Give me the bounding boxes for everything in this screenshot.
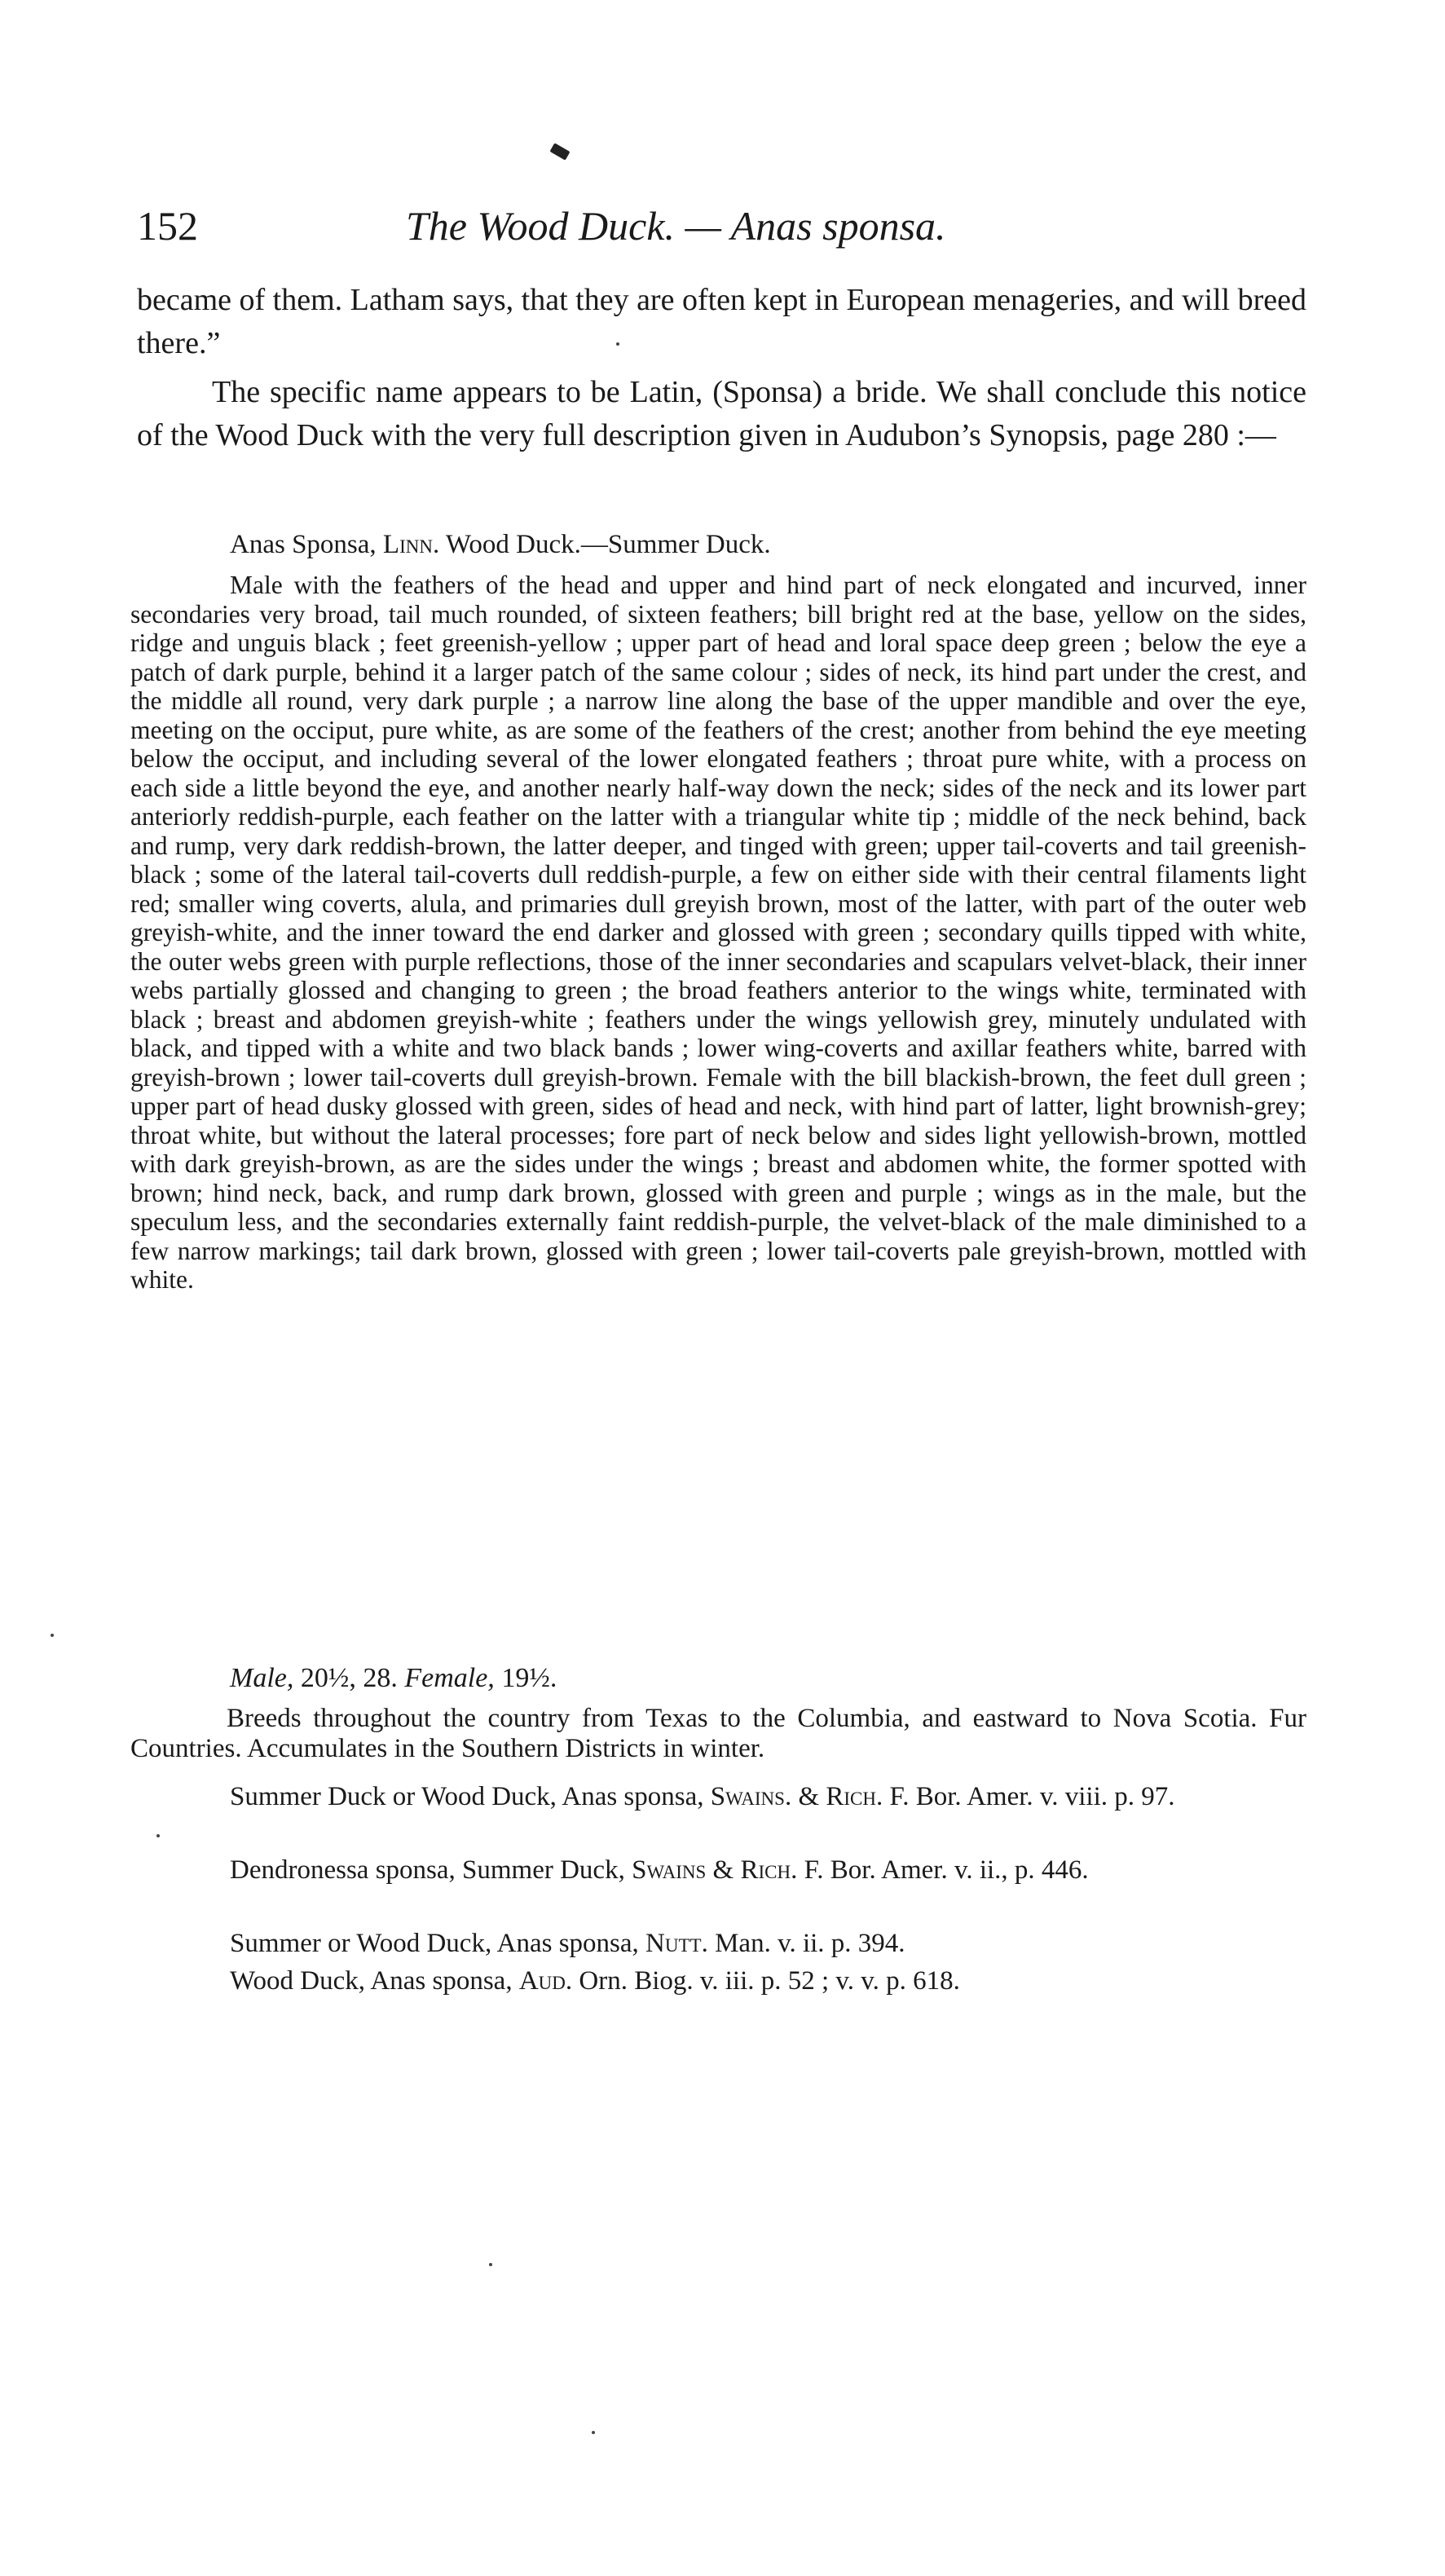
species-description: Male with the feathers of the head and upper and hind part of neck elongated and incurved, inner secondaries very broad, tail much rounded, of sixteen feathers; bill bright red at the base, yellow on the sides, ridge and unguis black ; feet greenish-yellow ; upper part of head and loral space deep green ; below the eye a patch of dark purple, behind it a larger patch of the same colour ; sides of neck, its hind part under the crest, and the middle all round, very dark purple ; a narrow line along the base of the upper mandible and over the eye, meeting on the occiput, pure white, as are some of the feathers of the crest; another from behind the eye meeting below the occiput, and including several of the lower elongated feathers ; throat pure white, with a process on each side a little beyond the eye, and another nearly half-way down the neck; sides of the neck and its lower part anteriorly reddish-purple, each feather on the latter with a triangular white tip ; middle of the neck behind, back and rump, very dark reddish-brown, the latter deeper, and tinged with green; upper tail-coverts and tail greenish-black ; some of the lateral tail-coverts dull reddish-purple, a few on either side with their central filaments light red; smaller wing coverts, alula, and primaries dull greyish brown, most of the latter, with part of the outer web greyish-white, and the inner toward the end darker and glossed with green ; secondary quills tipped with white, the outer webs green with purple reflections, those of the inner secondaries and scapulars velvet-black, their inner webs partially glossed and changing to green ; the broad feathers anterior to the wings white, terminated with black ; breast and abdomen greyish-white ; feathers under the wings yellowish grey, minutely undulated with black, and tipped with a white and two black bands ; lower wing-coverts and axillar feathers white, barred with greyish-brown ; lower tail-coverts dull greyish-brown. Female with the bill blackish-brown, the feet dull green ; upper part of head dusky glossed with green, sides of head and neck, with hind part of latter, light brownish-grey; throat white, but without the lateral processes; fore part of neck below and sides light yellowish-brown, mottled with dark greyish-brown, as are the sides under the wings ; breast and abdomen white, the former spotted with brown; hind neck, back, and rump dark brown, glossed with green and purple ; wings as in the male, but the speculum less, and the secondaries externally faint reddish-purple, the velvet-black of the male diminished to a few narrow markings; tail dark brown, glossed with green ; lower tail-coverts pale greyish-brown, mottled with white. bbox=[130, 571, 1306, 1294]
reference-2 bbox=[230, 1855, 1406, 1885]
reference-authority: Swains & Rich. bbox=[632, 1855, 798, 1885]
reference-source: F. Bor. Amer. v. viii. p. 97. bbox=[883, 1782, 1175, 1811]
continuation-paragraph bbox=[137, 279, 1306, 365]
intro-paragraph bbox=[137, 371, 1306, 457]
reference-4 bbox=[230, 1966, 1406, 1996]
reference-1 bbox=[230, 1782, 1406, 1811]
ink-speck bbox=[156, 1834, 160, 1837]
reference-source: F. Bor. Amer. v. ii., p. 446. bbox=[797, 1855, 1089, 1885]
synopsis-heading bbox=[230, 530, 771, 560]
reference-authority: Swains. & Rich. bbox=[710, 1782, 883, 1811]
reference-text: Summer or Wood Duck, Anas sponsa, bbox=[230, 1929, 646, 1958]
male-label: Male, bbox=[230, 1663, 294, 1693]
running-header bbox=[137, 202, 1311, 267]
printer-mark bbox=[549, 143, 570, 160]
ink-speck bbox=[616, 342, 619, 346]
species-name: Anas Sponsa, bbox=[230, 530, 377, 559]
measurements bbox=[230, 1663, 557, 1694]
reference-text: Summer Duck or Wood Duck, Anas sponsa, bbox=[230, 1782, 711, 1811]
continuation-text: became of them. Latham says, that they are often kept in European menageries, and will breed there.” bbox=[137, 283, 1307, 360]
reference-source: Orn. Biog. v. iii. p. 52 ; v. v. p. 618. bbox=[572, 1966, 960, 1996]
running-title: The Wood Duck. — Anas sponsa. bbox=[406, 203, 946, 249]
reference-authority: Aud. bbox=[518, 1966, 573, 1996]
page-number: 152 bbox=[137, 203, 198, 249]
female-label: Female, bbox=[404, 1663, 495, 1693]
female-values: 19½. bbox=[501, 1663, 557, 1693]
range-text: Breeds throughout the country from Texas to the Columbia, and eastward to Nova Scotia. Fur Countries. Accumulates in the Southern Districts in winter. bbox=[130, 1704, 1306, 1763]
species-authority: Linn. bbox=[382, 530, 440, 559]
reference-source: Man. v. ii. p. 394. bbox=[707, 1929, 905, 1958]
reference-authority: Nutt. bbox=[645, 1929, 708, 1958]
ink-speck bbox=[51, 1634, 54, 1637]
reference-text: Wood Duck, Anas sponsa, bbox=[230, 1966, 519, 1996]
male-values: 20½, 28. bbox=[300, 1663, 398, 1693]
reference-3 bbox=[230, 1929, 1406, 1958]
reference-text: Dendronessa sponsa, Summer Duck, bbox=[230, 1855, 632, 1885]
ink-speck bbox=[489, 2263, 492, 2266]
common-names: Wood Duck.—Summer Duck. bbox=[445, 530, 771, 559]
ink-speck bbox=[592, 2431, 595, 2434]
intro-text: The specific name appears to be Latin, (Sponsa) a bride. We shall conclude this notice of the Wood Duck with the very full description given in Audubon’s Synopsis, page 280 :— bbox=[137, 375, 1306, 452]
